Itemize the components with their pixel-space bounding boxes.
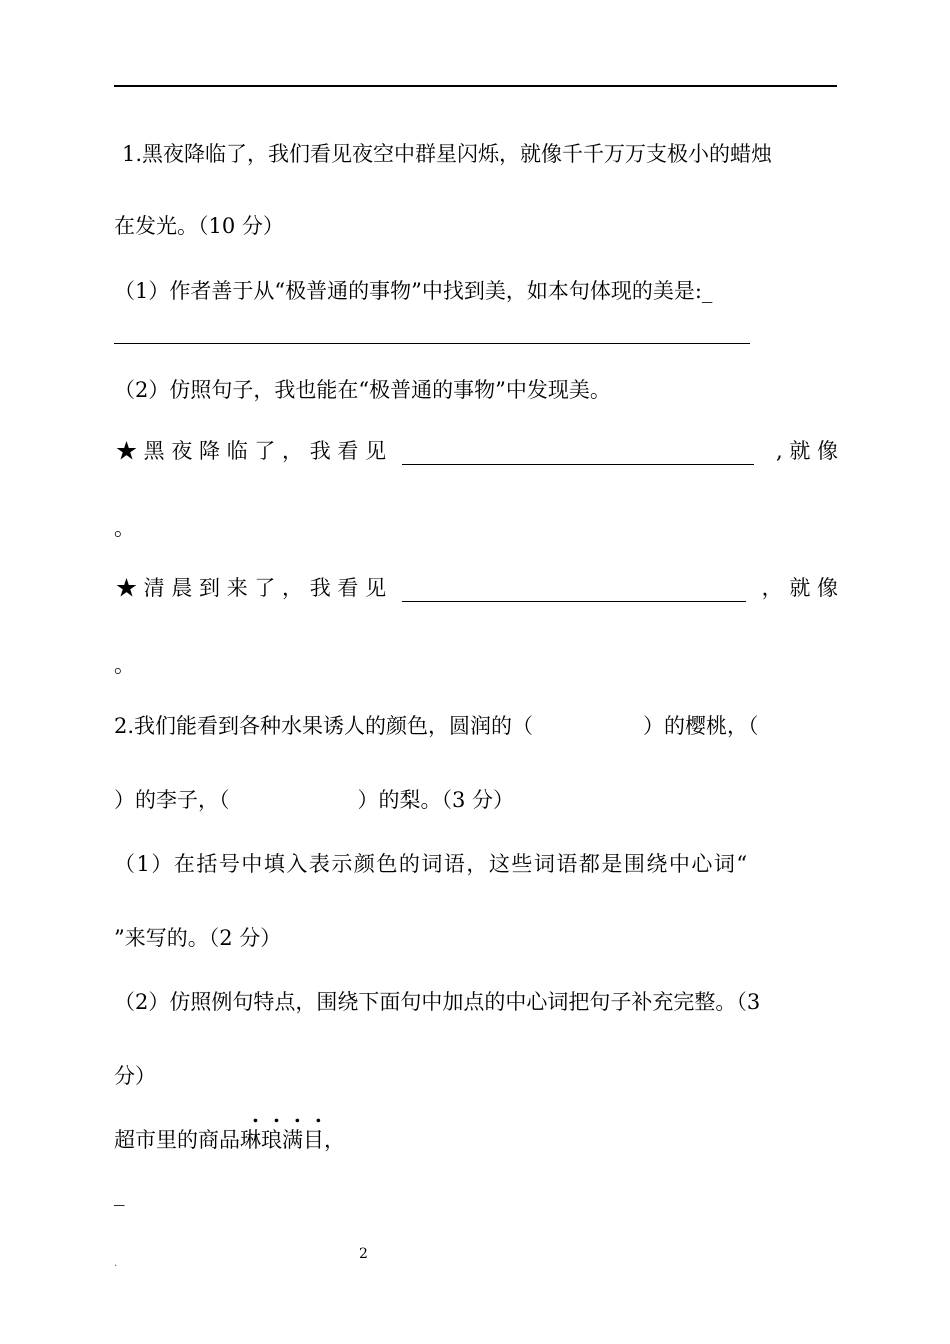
q2-sub1-line2: ”来写的。（2 分） [114, 926, 282, 950]
q1-star1-prefix: ★ 黑 夜 降 临 了 ， 我 看 见 [116, 439, 387, 463]
q2-sub1-line1: （1）在括号中填入表示颜色的词语，这些词语都是围绕中心词“ [114, 852, 749, 876]
footer-mark: . [114, 1258, 118, 1269]
q1-star2-end: 。 [114, 653, 135, 677]
q2-stem-line1-b: ）的樱桃，（ [643, 714, 759, 738]
emphasis-dots: .... [252, 1103, 336, 1127]
q1-star2-suffix: ， 就 像 [761, 576, 838, 600]
q2-stem-line2-a: ）的李子，（ [114, 788, 230, 812]
q1-star1-blank[interactable] [402, 444, 754, 465]
q2-stem-line2 [114, 786, 514, 814]
q2-stem-line2-b: ）的梨。（3 分） [357, 788, 515, 812]
page-number: 2 [359, 1246, 368, 1262]
q2-stem-line1-a: 2.我们能看到各种水果诱人的颜色，圆润的（ [114, 714, 534, 738]
q2-sub2-line1: （2）仿照例句特点，围绕下面句中加点的中心词把句子补充完整。（3 [114, 990, 761, 1014]
header-rule [114, 85, 837, 87]
q1-sub1: （1）作者善于从“极普通的事物”中找到美，如本句体现的美是:_ [114, 279, 713, 303]
q1-star2-prefix: ★ 清 晨 到 来 了 ， 我 看 见 [116, 576, 387, 600]
q2-answer-blank[interactable]: _ [114, 1182, 125, 1206]
q1-star2-row [116, 574, 838, 602]
q1-star1-end: 。 [114, 516, 135, 540]
q1-star1-suffix: , 就 像 [775, 439, 838, 463]
q2-sub2-line2: 分） [114, 1064, 156, 1088]
q2-stem-line1 [114, 712, 759, 740]
q1-sub1-answer-line [114, 343, 750, 344]
q1-stem-line1: 1.黑夜降临了，我们看见夜空中群星闪烁，就像千千万万支极小的蜡烛 [122, 142, 773, 166]
q1-sub2: （2）仿照句子，我也能在“极普通的事物”中发现美。 [114, 378, 611, 402]
q1-star1-row [116, 437, 838, 465]
q1-stem-line2: 在发光。（10 分） [114, 214, 284, 238]
q1-star2-blank[interactable] [402, 581, 746, 602]
q2-example-sentence: 超市里的商品琳琅满目， [114, 1128, 345, 1152]
